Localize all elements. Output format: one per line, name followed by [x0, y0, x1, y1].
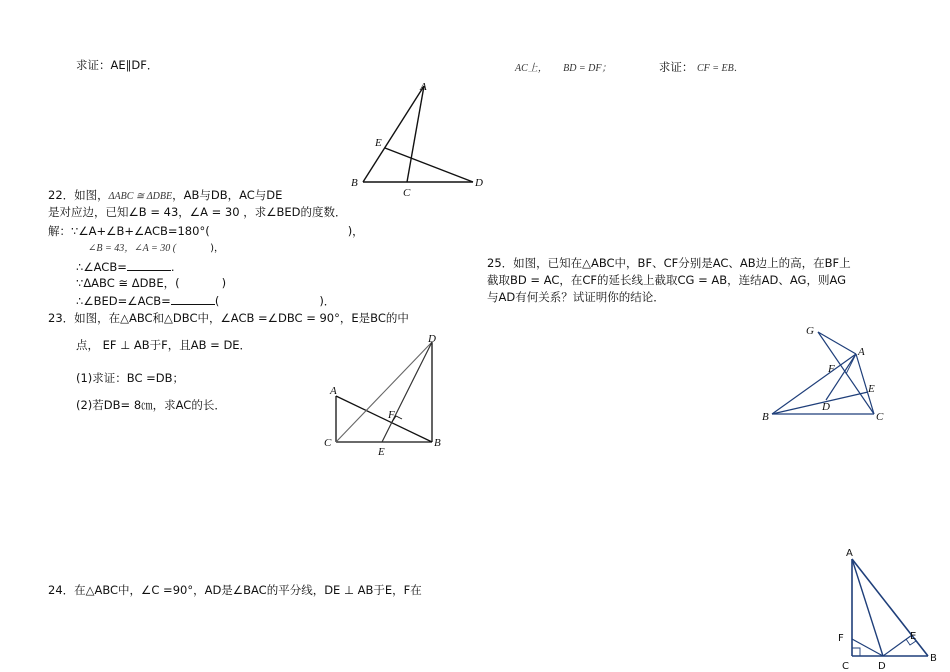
label-e: E [910, 631, 917, 642]
label-d: D [428, 333, 436, 345]
prove-ae-parallel-df: 求证：AE∥DF． [76, 58, 159, 72]
q24-continuation: AC上， BD = DF； 求证： CF = EB． [515, 60, 744, 74]
label-b: B [762, 411, 769, 423]
label-a: A [858, 346, 865, 358]
q22-step1: 解：∵∠A+∠B+∠ACB=180°( )， [48, 224, 364, 238]
figure-triangle-abd [345, 80, 495, 199]
q22-step3: ∴∠ACB= . [76, 260, 175, 274]
label-e: E [375, 137, 382, 149]
q25-line1: 25．如图，已知在△ABC中，BF、CF分别是AC、AB边上的高，在BF上 [487, 256, 851, 270]
label-d: D [822, 401, 830, 413]
label-f: F [838, 633, 844, 644]
q22-step2: ∠B = 43，∠A = 30 ( )， [88, 243, 225, 254]
label-b: B [930, 653, 937, 664]
q23-part2: (2)若DB= 8㎝，求AC的长． [76, 398, 226, 412]
label-g: G [806, 325, 814, 337]
blank-acb[interactable] [127, 259, 171, 271]
label-a: A [330, 385, 337, 397]
q22-line2: 是对应边，已知∠B = 43，∠A = 30 ，求∠BED的度数． [48, 205, 347, 219]
label-a: A [846, 548, 853, 559]
q25-line2: 截取BD = AC，在CF的延长线上截取CG = AB，连结AD、AG，则AG [487, 273, 847, 287]
label-f: F [828, 363, 835, 375]
q22-step5: ∴∠BED=∠ACB= ( )． [76, 294, 336, 308]
label-b: B [351, 177, 358, 189]
label-c: C [403, 187, 411, 199]
q22-step4: ∵ΔABC ≅ ΔDBE，( ) [76, 276, 227, 290]
label-e: E [378, 446, 385, 458]
q23-line1: 23．如图，在△ABC和△DBC中，∠ACB =∠DBC = 90°，E是BC的中 [48, 311, 409, 325]
label-c: C [842, 661, 849, 672]
blank-bed[interactable] [171, 293, 215, 305]
label-e: E [868, 383, 875, 395]
label-d: D [878, 661, 886, 672]
label-b: B [434, 437, 441, 449]
label-a: A [420, 81, 427, 93]
q25-line3: 与AD有何关系？试证明你的结论． [487, 290, 665, 304]
label-c: C [324, 437, 332, 449]
q23-part1: (1)求证：BC =DB； [76, 371, 185, 385]
label-f: F [388, 409, 395, 421]
q24-line: 24．在△ABC中，∠C =90°，AD是∠BAC的平分线，DE ⊥ AB于E，F在 [48, 583, 422, 597]
figure-q24 [838, 543, 950, 672]
label-c: C [876, 411, 884, 423]
figure-q25 [760, 322, 900, 427]
q23-line2: 点， EF ⊥ AB于F，且AB = DE． [76, 338, 252, 352]
figure-q23 [322, 334, 452, 459]
q22-line1: 22．如图，ΔABC ≅ ΔDBE，AB与DB，AC与DE [48, 188, 283, 202]
label-d: D [475, 177, 483, 189]
